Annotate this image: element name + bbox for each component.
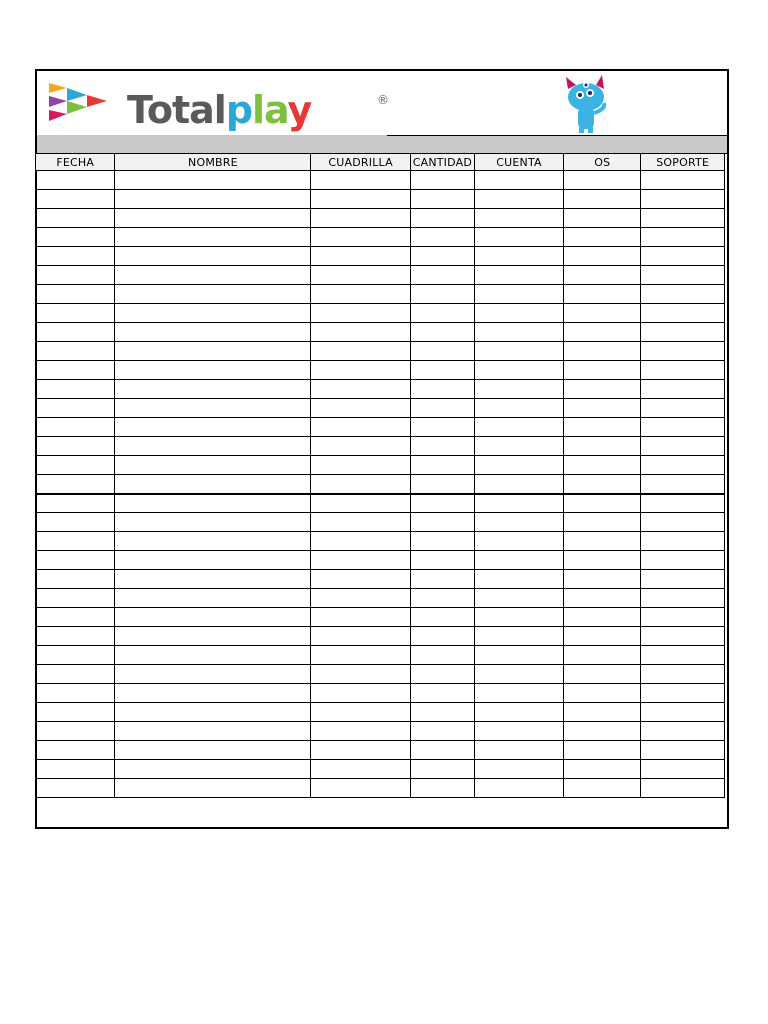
table-cell[interactable] — [36, 342, 115, 361]
col-cantidad: CANTIDAD — [410, 154, 474, 171]
form-header — [37, 71, 727, 135]
table-cell[interactable] — [410, 608, 474, 627]
table-cell[interactable] — [115, 228, 311, 247]
table-cell[interactable] — [410, 437, 474, 456]
table-cell[interactable] — [36, 190, 115, 209]
table-cell[interactable] — [311, 760, 411, 779]
table-cell[interactable] — [410, 646, 474, 665]
table-cell[interactable] — [474, 285, 563, 304]
table-cell[interactable] — [474, 608, 563, 627]
table-cell[interactable] — [410, 494, 474, 513]
table-cell[interactable] — [564, 171, 641, 190]
table-cell[interactable] — [36, 437, 115, 456]
table-cell[interactable] — [115, 494, 311, 513]
table-cell[interactable] — [410, 684, 474, 703]
table-cell[interactable] — [36, 513, 115, 532]
table-cell[interactable] — [564, 722, 641, 741]
table-cell[interactable] — [641, 665, 725, 684]
table-cell[interactable] — [36, 247, 115, 266]
table-cell[interactable] — [36, 209, 115, 228]
table-cell[interactable] — [410, 456, 474, 475]
table-cell[interactable] — [641, 589, 725, 608]
table-cell[interactable] — [311, 570, 411, 589]
table-cell[interactable] — [641, 741, 725, 760]
table-row — [36, 190, 725, 209]
table-cell[interactable] — [410, 380, 474, 399]
totalplay-logo — [47, 79, 407, 131]
table-cell[interactable] — [474, 570, 563, 589]
table-cell[interactable] — [641, 570, 725, 589]
table-cell[interactable] — [36, 703, 115, 722]
table-cell[interactable] — [641, 779, 725, 798]
table-cell[interactable] — [564, 741, 641, 760]
table-cell[interactable] — [115, 304, 311, 323]
table-cell[interactable] — [641, 247, 725, 266]
table-cell[interactable] — [474, 190, 563, 209]
table-row — [36, 361, 725, 380]
table-cell[interactable] — [410, 190, 474, 209]
table-cell[interactable] — [641, 190, 725, 209]
table-cell[interactable] — [36, 760, 115, 779]
table-cell[interactable] — [474, 684, 563, 703]
table-cell[interactable] — [474, 304, 563, 323]
table-row — [36, 665, 725, 684]
table-row — [36, 304, 725, 323]
table-cell[interactable] — [311, 532, 411, 551]
table-cell[interactable] — [410, 228, 474, 247]
registered-mark: ® — [377, 93, 389, 107]
table-cell[interactable] — [311, 266, 411, 285]
table-cell[interactable] — [311, 741, 411, 760]
table-cell[interactable] — [564, 342, 641, 361]
table-row — [36, 323, 725, 342]
table-row — [36, 627, 725, 646]
table-cell[interactable] — [36, 494, 115, 513]
table-cell[interactable] — [474, 665, 563, 684]
form-table — [35, 153, 725, 798]
table-cell[interactable] — [410, 475, 474, 494]
table-cell[interactable] — [311, 190, 411, 209]
table-cell[interactable] — [410, 741, 474, 760]
table-cell[interactable] — [115, 171, 311, 190]
table-cell[interactable] — [474, 513, 563, 532]
brand-part-4: y — [287, 88, 312, 132]
table-cell[interactable] — [115, 285, 311, 304]
table-cell[interactable] — [311, 171, 411, 190]
table-cell[interactable] — [311, 589, 411, 608]
table-cell[interactable] — [410, 209, 474, 228]
table-cell[interactable] — [410, 665, 474, 684]
table-cell[interactable] — [564, 361, 641, 380]
table-cell[interactable] — [311, 323, 411, 342]
table-cell[interactable] — [36, 589, 115, 608]
table-cell[interactable] — [36, 228, 115, 247]
table-cell[interactable] — [641, 456, 725, 475]
table-cell[interactable] — [564, 209, 641, 228]
table-cell[interactable] — [36, 456, 115, 475]
table-cell[interactable] — [36, 532, 115, 551]
table-cell[interactable] — [564, 779, 641, 798]
table-cell[interactable] — [311, 551, 411, 570]
table-cell[interactable] — [474, 722, 563, 741]
table-cell[interactable] — [474, 247, 563, 266]
table-row — [36, 608, 725, 627]
table-cell[interactable] — [115, 209, 311, 228]
table-cell[interactable] — [641, 627, 725, 646]
table-cell[interactable] — [36, 475, 115, 494]
table-cell[interactable] — [311, 361, 411, 380]
table-cell[interactable] — [564, 228, 641, 247]
table-cell[interactable] — [641, 760, 725, 779]
table-cell[interactable] — [641, 304, 725, 323]
table-cell[interactable] — [311, 475, 411, 494]
table-cell[interactable] — [564, 456, 641, 475]
table-cell[interactable] — [36, 418, 115, 437]
table-cell[interactable] — [410, 703, 474, 722]
table-cell[interactable] — [564, 190, 641, 209]
table-cell[interactable] — [474, 361, 563, 380]
table-cell[interactable] — [564, 266, 641, 285]
table-cell[interactable] — [641, 361, 725, 380]
table-cell[interactable] — [641, 722, 725, 741]
col-cuenta: CUENTA — [474, 154, 563, 171]
table-row — [36, 209, 725, 228]
table-cell[interactable] — [474, 380, 563, 399]
table-cell[interactable] — [641, 285, 725, 304]
table-cell[interactable] — [115, 646, 311, 665]
table-cell[interactable] — [311, 513, 411, 532]
table-row — [36, 399, 725, 418]
table-cell[interactable] — [115, 418, 311, 437]
table-cell[interactable] — [311, 342, 411, 361]
col-os: OS — [564, 154, 641, 171]
table-cell[interactable] — [115, 760, 311, 779]
table-cell[interactable] — [311, 456, 411, 475]
table-cell[interactable] — [474, 209, 563, 228]
table-cell[interactable] — [36, 741, 115, 760]
brand-part-2: p — [225, 88, 253, 132]
table-row — [36, 171, 725, 190]
play-triangles-icon — [47, 79, 117, 129]
table-cell[interactable] — [410, 532, 474, 551]
table-cell[interactable] — [410, 399, 474, 418]
table-cell[interactable] — [641, 513, 725, 532]
table-cell[interactable] — [474, 532, 563, 551]
table-cell[interactable] — [564, 247, 641, 266]
table-row — [36, 266, 725, 285]
table-cell[interactable] — [564, 608, 641, 627]
table-cell[interactable] — [410, 627, 474, 646]
table-cell[interactable] — [641, 323, 725, 342]
table-cell[interactable] — [641, 532, 725, 551]
table-cell[interactable] — [410, 513, 474, 532]
table-cell[interactable] — [311, 418, 411, 437]
gray-band — [37, 135, 727, 154]
table-cell[interactable] — [564, 589, 641, 608]
table-cell[interactable] — [564, 304, 641, 323]
table-cell[interactable] — [641, 380, 725, 399]
table-cell[interactable] — [311, 247, 411, 266]
table-row — [36, 532, 725, 551]
table-cell[interactable] — [115, 741, 311, 760]
table-row — [36, 570, 725, 589]
table-row — [36, 418, 725, 437]
table-cell[interactable] — [311, 304, 411, 323]
table-cell[interactable] — [115, 247, 311, 266]
table-cell[interactable] — [410, 323, 474, 342]
table-cell[interactable] — [641, 437, 725, 456]
table-cell[interactable] — [115, 532, 311, 551]
table-cell[interactable] — [474, 342, 563, 361]
table-cell[interactable] — [410, 589, 474, 608]
table-cell[interactable] — [564, 684, 641, 703]
table-cell[interactable] — [311, 608, 411, 627]
table-cell[interactable] — [474, 589, 563, 608]
table-row — [36, 551, 725, 570]
table-cell[interactable] — [641, 418, 725, 437]
table-cell[interactable] — [474, 703, 563, 722]
table-cell[interactable] — [410, 171, 474, 190]
table-cell[interactable] — [474, 475, 563, 494]
table-cell[interactable] — [36, 665, 115, 684]
table-cell[interactable] — [474, 627, 563, 646]
table-cell[interactable] — [115, 456, 311, 475]
table-cell[interactable] — [474, 266, 563, 285]
table-row — [36, 722, 725, 741]
table-cell[interactable] — [115, 608, 311, 627]
col-fecha: FECHA — [36, 154, 115, 171]
table-row — [36, 703, 725, 722]
table-cell[interactable] — [474, 399, 563, 418]
table-cell[interactable] — [36, 323, 115, 342]
table-cell[interactable] — [641, 266, 725, 285]
brand-part-1: Total — [127, 88, 226, 132]
table-cell[interactable] — [474, 646, 563, 665]
table-cell[interactable] — [641, 228, 725, 247]
table-cell[interactable] — [474, 437, 563, 456]
table-cell[interactable] — [36, 266, 115, 285]
table-cell[interactable] — [564, 437, 641, 456]
form-sheet — [35, 69, 729, 829]
table-cell[interactable] — [311, 722, 411, 741]
table-cell[interactable] — [564, 551, 641, 570]
table-cell[interactable] — [564, 532, 641, 551]
table-cell[interactable] — [311, 437, 411, 456]
table-cell[interactable] — [36, 361, 115, 380]
table-cell[interactable] — [115, 722, 311, 741]
table-cell[interactable] — [115, 779, 311, 798]
table-row — [36, 228, 725, 247]
table-cell[interactable] — [641, 209, 725, 228]
table-cell[interactable] — [564, 703, 641, 722]
table-cell[interactable] — [474, 760, 563, 779]
table-cell[interactable] — [474, 779, 563, 798]
table-cell[interactable] — [410, 247, 474, 266]
table-cell[interactable] — [115, 665, 311, 684]
table-cell[interactable] — [36, 684, 115, 703]
table-cell[interactable] — [564, 323, 641, 342]
table-cell[interactable] — [564, 399, 641, 418]
table-cell[interactable] — [115, 703, 311, 722]
table-row — [36, 247, 725, 266]
table-cell[interactable] — [36, 570, 115, 589]
table-cell[interactable] — [410, 418, 474, 437]
table-cell[interactable] — [410, 779, 474, 798]
table-cell[interactable] — [311, 665, 411, 684]
table-cell[interactable] — [311, 209, 411, 228]
table-cell[interactable] — [36, 304, 115, 323]
col-nombre: NOMBRE — [115, 154, 311, 171]
table-cell[interactable] — [474, 456, 563, 475]
table-row — [36, 285, 725, 304]
brand-part-3: la — [252, 88, 288, 132]
table-cell[interactable] — [564, 665, 641, 684]
brand-wordmark — [127, 88, 312, 132]
table-cell[interactable] — [410, 570, 474, 589]
table-cell[interactable] — [36, 551, 115, 570]
table-cell[interactable] — [564, 513, 641, 532]
mascot-icon — [562, 75, 612, 135]
table-cell[interactable] — [115, 684, 311, 703]
table-cell[interactable] — [115, 266, 311, 285]
table-cell[interactable] — [311, 646, 411, 665]
table-cell[interactable] — [474, 228, 563, 247]
table-cell[interactable] — [311, 684, 411, 703]
table-cell[interactable] — [115, 380, 311, 399]
table-cell[interactable] — [311, 380, 411, 399]
table-cell[interactable] — [564, 570, 641, 589]
table-row — [36, 513, 725, 532]
table-cell[interactable] — [115, 589, 311, 608]
table-cell[interactable] — [115, 570, 311, 589]
table-cell[interactable] — [115, 361, 311, 380]
table-cell[interactable] — [36, 608, 115, 627]
table-cell[interactable] — [36, 722, 115, 741]
table-cell[interactable] — [564, 418, 641, 437]
table-cell[interactable] — [641, 342, 725, 361]
table-header-row — [36, 154, 725, 171]
table-cell[interactable] — [564, 494, 641, 513]
table-cell[interactable] — [36, 380, 115, 399]
table-cell[interactable] — [36, 399, 115, 418]
table-cell[interactable] — [474, 551, 563, 570]
table-row — [36, 494, 725, 513]
table-cell[interactable] — [410, 551, 474, 570]
col-soporte: SOPORTE — [641, 154, 725, 171]
table-cell[interactable] — [115, 513, 311, 532]
table-cell[interactable] — [36, 646, 115, 665]
table-row — [36, 684, 725, 703]
table-cell[interactable] — [115, 342, 311, 361]
table-cell[interactable] — [410, 342, 474, 361]
table-cell[interactable] — [474, 494, 563, 513]
table-cell[interactable] — [641, 703, 725, 722]
table-cell[interactable] — [311, 627, 411, 646]
table-cell[interactable] — [410, 304, 474, 323]
table-cell[interactable] — [36, 171, 115, 190]
table-row — [36, 741, 725, 760]
table-cell[interactable] — [641, 608, 725, 627]
table-cell[interactable] — [474, 418, 563, 437]
table-cell[interactable] — [474, 171, 563, 190]
table-cell[interactable] — [115, 399, 311, 418]
table-row — [36, 342, 725, 361]
table-cell[interactable] — [115, 551, 311, 570]
table-cell[interactable] — [564, 760, 641, 779]
table-cell[interactable] — [564, 475, 641, 494]
table-cell[interactable] — [564, 627, 641, 646]
table-row — [36, 760, 725, 779]
table-cell[interactable] — [311, 285, 411, 304]
table-row — [36, 779, 725, 798]
table-cell[interactable] — [410, 285, 474, 304]
table-row — [36, 437, 725, 456]
table-cell[interactable] — [564, 646, 641, 665]
table-cell[interactable] — [36, 779, 115, 798]
table-cell[interactable] — [410, 722, 474, 741]
table-body — [36, 171, 725, 798]
table-cell[interactable] — [115, 323, 311, 342]
table-cell[interactable] — [410, 760, 474, 779]
table-cell[interactable] — [311, 494, 411, 513]
table-cell[interactable] — [641, 399, 725, 418]
table-cell[interactable] — [115, 627, 311, 646]
table-cell[interactable] — [311, 228, 411, 247]
table-cell[interactable] — [311, 779, 411, 798]
table-row — [36, 380, 725, 399]
table-cell[interactable] — [641, 475, 725, 494]
table-cell[interactable] — [115, 190, 311, 209]
table-cell[interactable] — [311, 703, 411, 722]
table-row — [36, 456, 725, 475]
table-cell[interactable] — [564, 380, 641, 399]
table-cell[interactable] — [564, 285, 641, 304]
table-cell[interactable] — [410, 266, 474, 285]
table-cell[interactable] — [36, 627, 115, 646]
table-cell[interactable] — [410, 361, 474, 380]
table-cell[interactable] — [311, 399, 411, 418]
table-cell[interactable] — [36, 285, 115, 304]
table-cell[interactable] — [474, 323, 563, 342]
table-cell[interactable] — [641, 171, 725, 190]
table-cell[interactable] — [641, 684, 725, 703]
table-cell[interactable] — [641, 646, 725, 665]
table-cell[interactable] — [115, 475, 311, 494]
table-cell[interactable] — [641, 494, 725, 513]
table-row — [36, 646, 725, 665]
table-row — [36, 589, 725, 608]
table-cell[interactable] — [474, 741, 563, 760]
table-row — [36, 475, 725, 494]
col-cuadrilla: CUADRILLA — [311, 154, 411, 171]
table-cell[interactable] — [641, 551, 725, 570]
table-cell[interactable] — [115, 437, 311, 456]
